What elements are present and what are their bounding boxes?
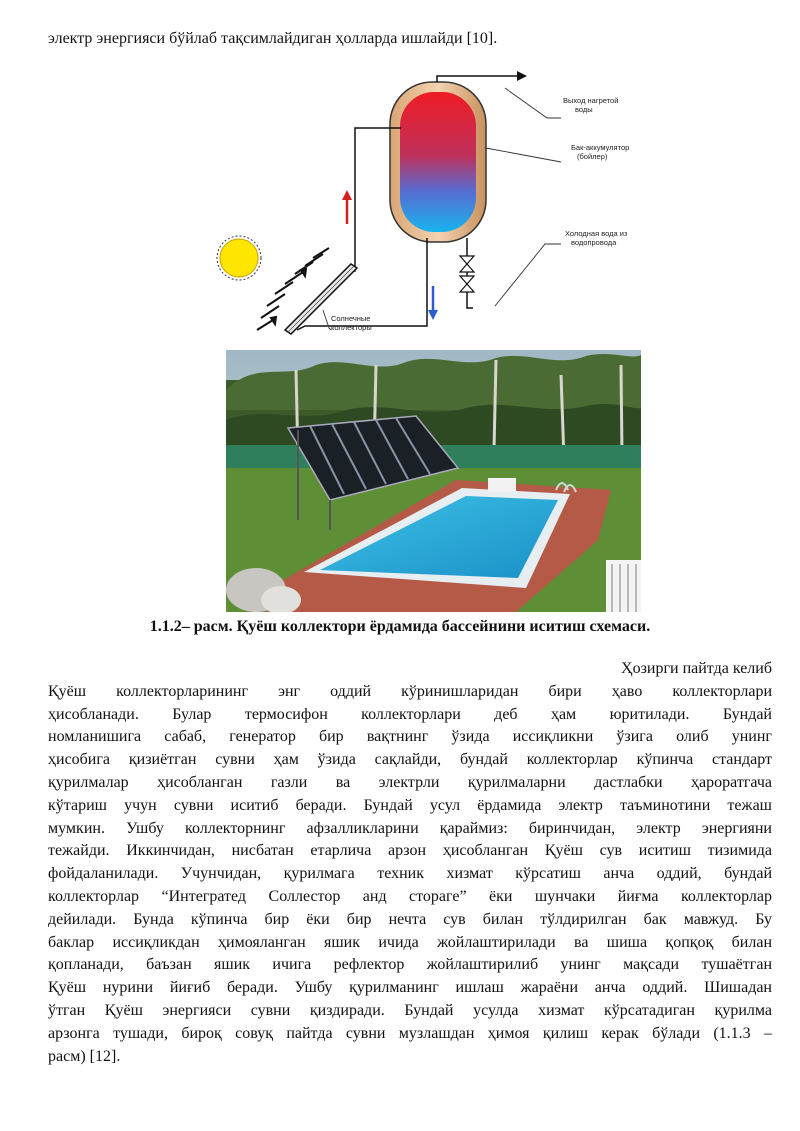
garden-chair: [606, 560, 641, 612]
cold-flow-down-arrow: [428, 286, 438, 320]
paragraph-line: кўтариш учун сувни иситиб беради. Бундай усул ёрдамида электр таъминотини тежаш: [48, 796, 772, 814]
paragraph-line: мумкин. Ушбу коллекторнинг афзалликларини қараймиз: биринчидан, электр энергияни: [48, 819, 772, 837]
label-storage-tank-1: Бак-аккумулятор: [571, 143, 630, 152]
paragraph-line: расм) [12].: [48, 1047, 121, 1065]
paragraph-line: қурилмалар ҳисобланган газли ва электрли қурилмаларни дастлабки ҳароратгача: [48, 773, 772, 791]
label-cold-water-in-2: водопровода: [571, 238, 617, 247]
label-solar-collectors-2: коллекторы: [331, 323, 372, 332]
paragraph-line: ўтган Қуёш энергияси сувни қиздиради. Бундай усулда хизмат кўрсатадиган қурилма: [48, 1001, 772, 1019]
paragraph-line: дейилади. Бунда кўпинча бир ёки бир нечта сув билан тўлдирилган бак мавжуд. Бу: [48, 910, 772, 928]
paragraph-line: арзонга тушади, бироқ совуқ пайтда сувни музлашдан ҳимоя қилиш керак бўлади (1.1.3 –: [48, 1024, 772, 1042]
boiler-tank: [390, 82, 486, 242]
paragraph-line: ҳисобига қизиётган сувни ҳам ўзида сақлайди, бундай коллекторлар кўпинча стандарт: [48, 751, 772, 769]
label-solar-collectors-1: Солнечные: [331, 314, 371, 323]
paragraph-line: тежайди. Иккинчидан, нисбатан етарлича арзон ҳисобланган Қуёш сув иситиш тизимида: [48, 842, 772, 860]
paragraph-line: қопланади, баъзан яшик ичига рефлектор жойлаштирилиб унинг мақсади тушаётган: [48, 956, 772, 974]
paragraph-line: Ҳозирги пайтда келиб: [621, 660, 772, 677]
pool-photo: [226, 350, 641, 612]
paragraph-line: баклар иссиқликдан ҳимояланган яшик ичида жойлаштирилади ва шиша қопқоқ билан: [48, 933, 772, 951]
solar-heater-diagram: [205, 68, 665, 350]
sun-rays: [257, 248, 329, 330]
cold-water-inlet: [460, 238, 474, 308]
label-hot-water-out-1: Выход нагретой: [563, 96, 619, 105]
label-storage-tank-2: (бойлер): [577, 152, 608, 161]
sun-icon: [217, 236, 261, 280]
paragraph-line: номланишига сабаб, генератор бир вақтнинг ўзида иссиқликни ўзига олиб унинг: [48, 728, 772, 746]
intro-line: электр энергияси бўйлаб тақсимлайдиган ҳолларда ишлайди [10].: [48, 30, 498, 47]
paragraph-line: фойдаланилади. Учунчидан, қурилмага техник хизмат кўрсатиш анча оддий, бундай: [48, 865, 772, 883]
figure-caption: 1.1.2– расм. Қуёш коллектори ёрдамида бассейнини иситиш схемаси.: [149, 618, 651, 635]
hot-water-outlet-pipe: [437, 71, 527, 82]
label-hot-water-out-2: воды: [575, 105, 593, 114]
paragraph-line: коллекторлар “Интегратед Соллестор анд стораге” ёки шунчаки йиғма коллекторлар: [48, 887, 772, 905]
paragraph-line: ҳисобланади. Булар термосифон коллекторлари деб ҳам юритилади. Бундай: [48, 705, 772, 723]
paragraph-line: Қуёш коллекторларининг энг оддий кўринишларидан бири ҳаво коллекторлари: [48, 682, 772, 700]
body-paragraph: [48, 658, 772, 1068]
paragraph-line: Қуёш нурини йиғиб беради. Ушбу қурилманинг ишлаш жараёни анча оддий. Шишадан: [48, 979, 772, 997]
hot-flow-up-arrow: [342, 190, 352, 224]
label-cold-water-in-1: Холодная вода из: [565, 229, 628, 238]
pump-box: [488, 478, 516, 492]
